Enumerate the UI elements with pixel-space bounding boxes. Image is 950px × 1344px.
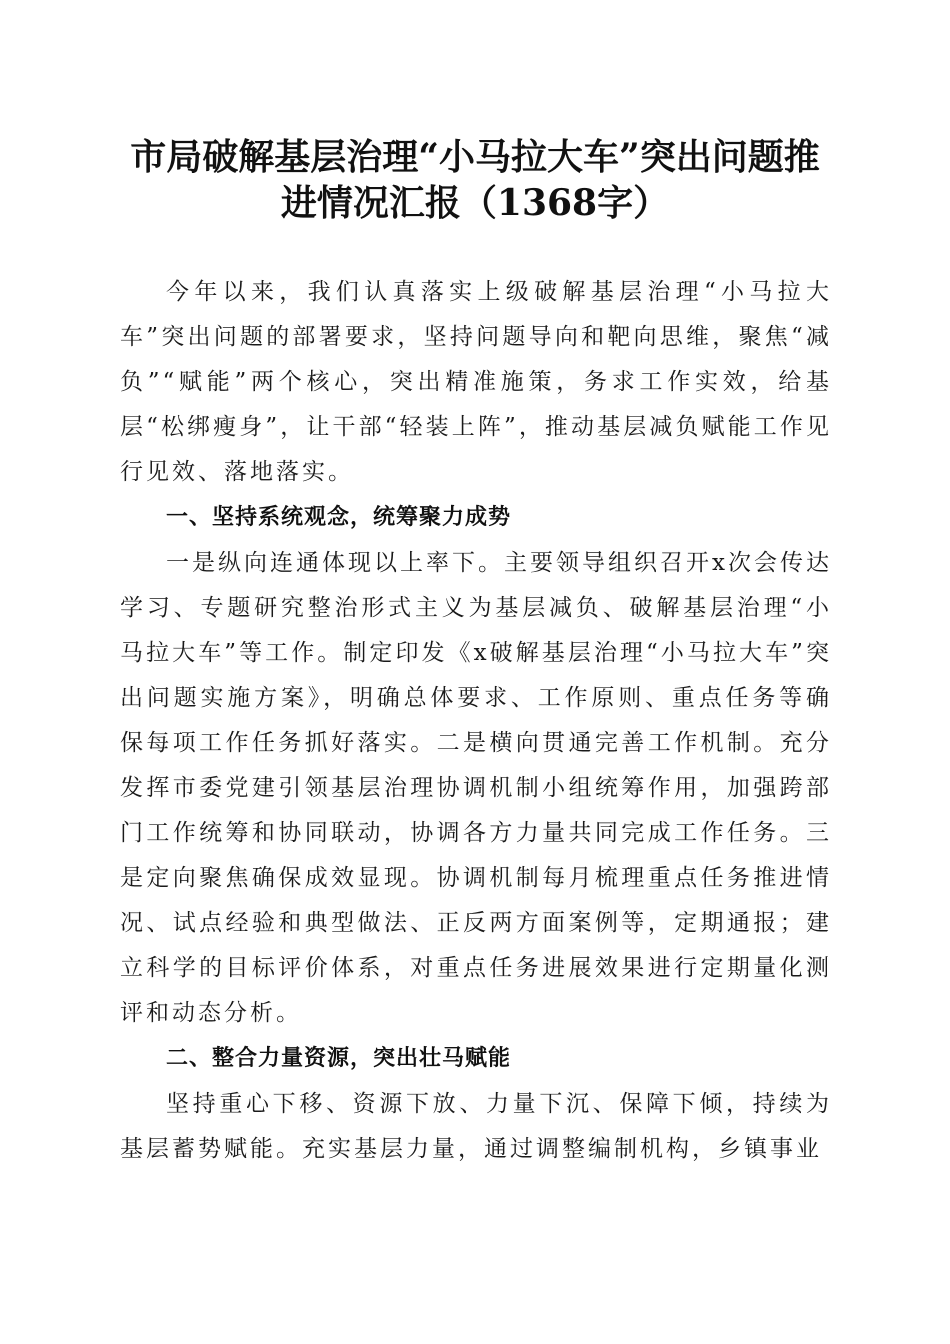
document-title (100, 134, 850, 226)
section-heading-1: 一、坚持系统观念，统筹聚力成势 (166, 505, 512, 530)
section-heading-2: 二、整合力量资源，突出壮马赋能 (166, 1046, 512, 1071)
document-body (120, 270, 832, 1172)
section-paragraph-1: 一是纵向连通体现以上率下。主要领导组织召开x次会传达学习、专题研究整治形式主义为基层减负、破解基层治理“小马拉大车”等工作。制定印发《x破解基层治理“小马拉大车”突出问题实施方案》，明确总体要求、工作原则、重点任务等确保每项工作任务抓好落实。二是横向贯通完善工作机制。充分发挥市委党建引领基层治理协调机制小组统筹作用，加强跨部门工作统筹和协同联动，协调各方力量共同完成工作任务。三是定向聚焦确保成效显现。协调机制每月梳理重点任务推进情况、试点经验和典型做法、正反两方面案例等，定期通报；建立科学的目标评价体系，对重点任务进展效果进行定期量化测评和动态分析。 (120, 550, 832, 1026)
title-line-2: 进情况汇报（1368字） (280, 182, 670, 224)
section-paragraph-2: 坚持重心下移、资源下放、力量下沉、保障下倾，持续为基层蓄势赋能。充实基层力量，通过调整编制机构，乡镇事业 (120, 1091, 832, 1162)
intro-paragraph: 今年以来，我们认真落实上级破解基层治理“小马拉大车”突出问题的部署要求，坚持问题导向和靶向思维，聚焦“减负”“赋能”两个核心，突出精准施策，务求工作实效，给基层“松绑瘦身”，让干部“轻装上阵”，推动基层减负赋能工作见行见效、落地落实。 (120, 279, 832, 485)
title-line-1: 市局破解基层治理“小马拉大车”突出问题推 (130, 136, 820, 178)
